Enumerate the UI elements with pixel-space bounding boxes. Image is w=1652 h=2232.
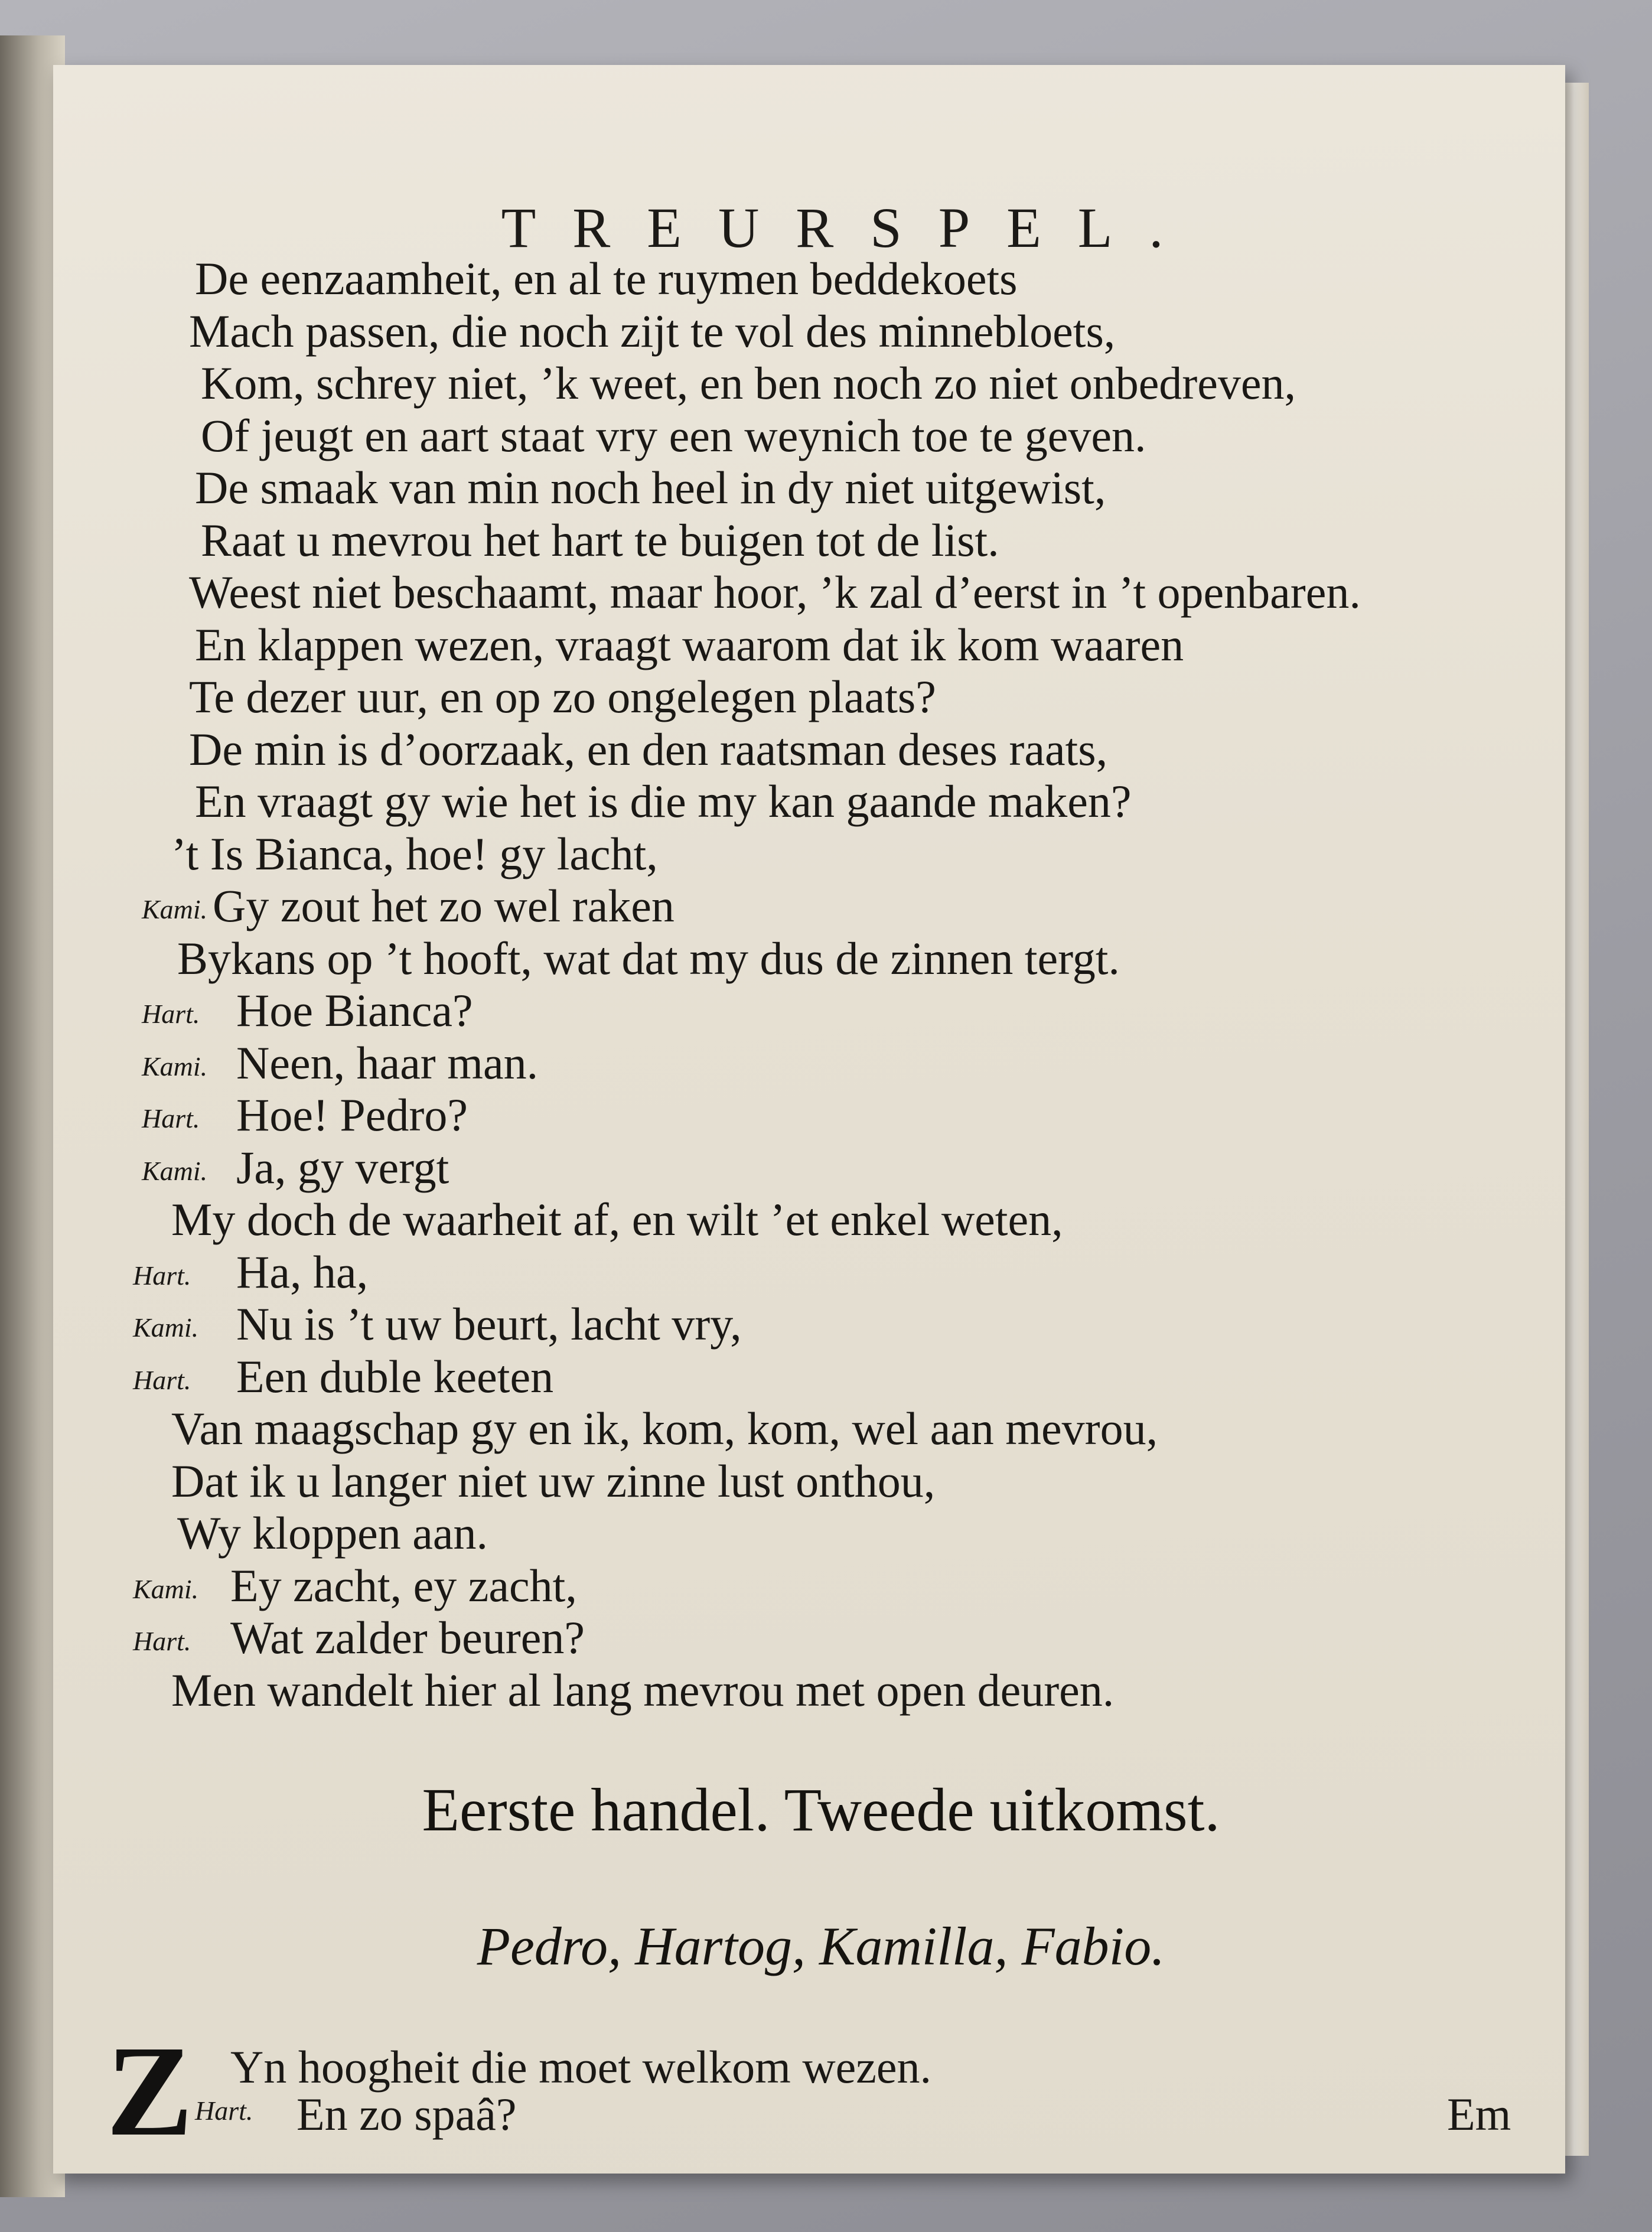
drop-cap: Z: [106, 2019, 193, 2163]
verse-line: [124, 1089, 1530, 1142]
verse-text: Ha, ha,: [236, 1246, 369, 1298]
verse-line: [124, 410, 1530, 462]
speaker-label: Hart.: [142, 1103, 200, 1133]
verse-line: [124, 462, 1530, 514]
speaker-label: Kami.: [142, 894, 208, 924]
verse-line: [124, 1298, 1530, 1351]
verse-text: Men wandelt hier al lang mevrou met open deuren.: [171, 1664, 1115, 1716]
verse-text: Weest niet beschaamt, maar hoor, ’k zal d’eerst in ’t openbaren.: [189, 566, 1361, 618]
verse-line: [124, 933, 1530, 985]
verse-text: Dat ik u langer niet uw zinne lust onthou,: [171, 1455, 936, 1507]
verse-line: [124, 1037, 1530, 1090]
verse-text: Nu is ’t uw beurt, lacht vry,: [236, 1298, 742, 1350]
verse-block: [124, 253, 1530, 1716]
speaker-label: Hart.: [142, 999, 200, 1029]
verse-line: [124, 1246, 1530, 1299]
verse-line: [124, 671, 1530, 724]
verse-text: En vraagt gy wie het is die my kan gaande maken?: [195, 776, 1132, 827]
verse-text: Hoe! Pedro?: [236, 1089, 468, 1141]
verse-line: [124, 1351, 1530, 1403]
verse-text: Een duble keeten: [236, 1350, 554, 1402]
verse-text: Wy kloppen aan.: [177, 1507, 488, 1559]
verse-line: [124, 1403, 1530, 1455]
verse-line: [124, 1664, 1530, 1717]
verse-text: Kom, schrey niet, ’k weet, en ben noch zo niet onbedreven,: [201, 357, 1296, 409]
verse-text: Mach passen, die noch zijt te vol des minnebloets,: [189, 305, 1116, 357]
verse-line: [124, 619, 1530, 672]
speaker-label: Hart.: [195, 2096, 253, 2126]
verse-text: Bykans op ’t hooft, wat dat my dus de zinnen tergt.: [177, 932, 1120, 984]
verse-line: [124, 1612, 1530, 1664]
opening-verse-line: Yn hoogheit die moet welkom wezen.: [230, 2041, 932, 2093]
verse-text: Te dezer uur, en op zo ongelegen plaats?: [189, 671, 936, 722]
verse-line: [124, 514, 1530, 567]
section-heading: Eerste handel. Tweede uitkomst.: [422, 1776, 1220, 1844]
verse-text: Ey zacht, ey zacht,: [230, 1559, 577, 1611]
verse-text: Van maagschap gy en ik, kom, kom, wel aan mevrou,: [171, 1403, 1158, 1454]
verse-line: [124, 566, 1530, 619]
verse-line: [124, 776, 1530, 828]
verse-line: [124, 1560, 1530, 1612]
verse-text: En klappen wezen, vraagt waarom dat ik kom waaren: [195, 618, 1184, 670]
book-page: [53, 65, 1565, 2174]
verse-text: Gy zout het zo wel raken: [213, 880, 675, 931]
verse-text: Of jeugt en aart staat vry een weynich toe te geven.: [201, 409, 1146, 461]
speaker-label: Kami.: [133, 1312, 199, 1343]
verse-text: Hoe Bianca?: [236, 985, 473, 1036]
verse-line: [124, 1507, 1530, 1560]
verse-text: De min is d’oorzaak, en den raatsman deses raats,: [189, 723, 1108, 775]
character-list: Pedro, Hartog, Kamilla, Fabio.: [477, 1916, 1165, 1976]
verse-line: [124, 357, 1530, 410]
verse-line: [124, 985, 1530, 1037]
verse-text: My doch de waarheit af, en wilt ’et enkel weten,: [171, 1194, 1063, 1245]
speaker-label: Kami.: [142, 1051, 208, 1081]
speaker-label: Kami.: [142, 1155, 208, 1186]
verse-line: [124, 724, 1530, 776]
verse-text: Neen, haar man.: [236, 1037, 539, 1089]
running-title: TREURSPEL.: [501, 196, 1200, 259]
verse-line: [124, 1455, 1530, 1508]
verse-text: De eenzaamheit, en al te ruymen beddekoets: [195, 253, 1018, 304]
speaker-label: Hart.: [133, 1626, 191, 1656]
verse-text: Raat u mevrou het hart te buigen tot de list.: [201, 514, 999, 566]
verse-line: [124, 1194, 1530, 1246]
speaker-label: Kami.: [133, 1573, 199, 1604]
verse-text: Wat zalder beuren?: [230, 1612, 585, 1663]
verse-text: ’t Is Bianca, hoe! gy lacht,: [171, 827, 658, 879]
verse-line: [124, 253, 1530, 305]
verse-line: [124, 1142, 1530, 1194]
verse-text: Ja, gy vergt: [236, 1141, 449, 1193]
catchword: Em: [1447, 2088, 1511, 2140]
verse-line: [124, 305, 1530, 358]
verse-line: [124, 880, 1530, 933]
opening-verse-line-2: En zo spaâ?: [296, 2088, 517, 2140]
speaker-label: Hart.: [133, 1364, 191, 1395]
verse-text: De smaak van min noch heel in dy niet uitgewist,: [195, 462, 1106, 513]
speaker-label: Hart.: [133, 1260, 191, 1291]
verse-line: [124, 828, 1530, 881]
